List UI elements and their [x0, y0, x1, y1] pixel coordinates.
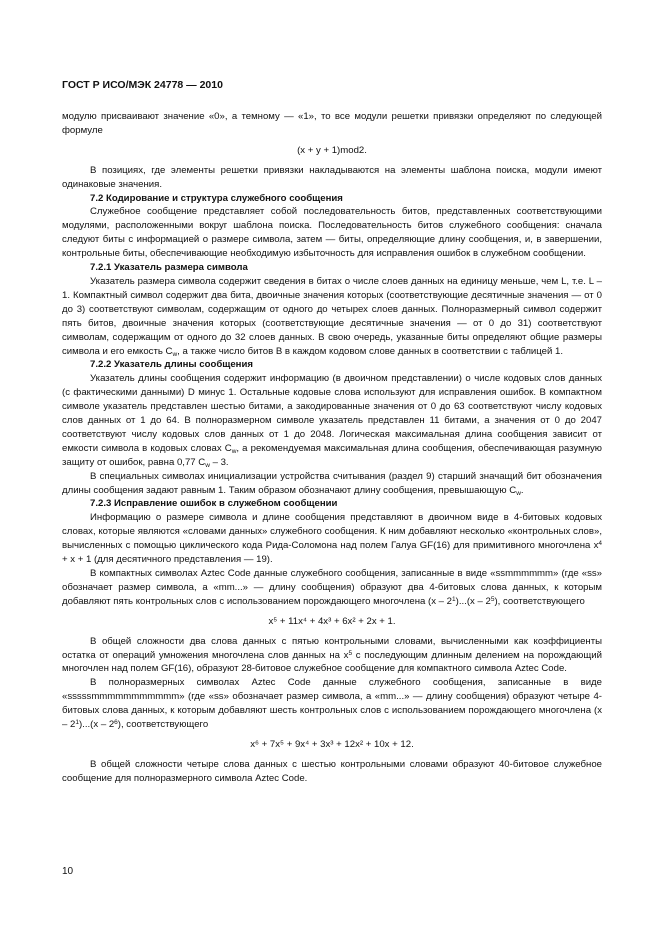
paragraph: В позициях, где элементы решетки привязки накладываются на элементы шаблона поиска, модули имеют одинаковые значения.	[62, 164, 602, 190]
text-run: , а рекомендуемая максимальная длина сообщения, обеспечивающая разумную защиту от ошибок, равна 0,77 C	[62, 442, 602, 468]
paragraph-compact	[62, 567, 602, 609]
text-run: В специальных символах инициализации устройства считывания (раздел 9) старший значащий бит обозначения длины сообщения задают равным 1. Таким образом обозначают длину сообщения, превышающую C	[62, 470, 602, 496]
subscript: w	[516, 489, 521, 497]
paragraph-message-length	[62, 372, 602, 469]
text-run: ), соответствующего	[494, 595, 585, 607]
text-run: ), соответствующего	[117, 719, 209, 731]
text-run: Информацию о размере символа и длине сообщения представляют в двоичном виде в 4-битовых кодовых словах, которые являются «словами данных» служебного сообщения. К ним добавляют несколько «контрольных слов», вычисленных с помощью циклического кода Рида-Соломона над полем Галуа GF(16) для примитивного многочлена x	[62, 512, 602, 552]
page-number: 10	[62, 866, 74, 877]
paragraph: Служебное сообщение представляет собой последовательность битов, представленных соответствующими модулями, расположенными вокруг шаблона поиска. Последовательность битов служебного сообщения: сначала следуют биты с информацией о размере символа, затем — биты, определяющие длину сообщения, и, в завершении, контрольные биты, обеспечивающие необходимую избыточность для исправления ошибок в служебном сообщении.	[62, 206, 602, 260]
document-body	[62, 110, 602, 786]
paragraph-full-range-total: В общей сложности четыре слова данных с шестью контрольными словами образуют 40-битовое служебное сообщение для полноразмерного символа Aztec Code.	[62, 758, 602, 784]
superscript: 5	[490, 595, 495, 603]
text-run: )...(x – 2	[455, 595, 491, 607]
text-run: + x + 1 (для десятичного представления — 19).	[62, 554, 273, 566]
subscript: w	[172, 350, 178, 358]
superscript: 5	[348, 649, 353, 657]
section-heading-7-2-2: 7.2.2 Указатель длины сообщения	[90, 359, 253, 371]
formula-mod2: (x + y + 1)mod2.	[297, 144, 367, 156]
section-heading-7-2-1: 7.2.1 Указатель размера символа	[90, 262, 248, 274]
formula-full-range-generator: x⁶ + 7x⁵ + 9x⁴ + 3x³ + 12x² + 10x + 12.	[250, 738, 414, 750]
paragraph-compact-total	[62, 635, 602, 677]
superscript: 4	[598, 540, 602, 548]
page-header-title: ГОСТ Р ИСО/МЭК 24778 — 2010	[62, 79, 223, 91]
text-run: Указатель размера символа содержит сведения в битах о числе слоев данных на единицу меньше, чем L, т.е. L – 1. Компактный символ содержит два бита, двоичные значения которых (соответствующие десятичные значения — от 0 до 3) соответствуют символам, содержащим от одного до четырех слоев данных. Полноразмерный символ содержит пять битов, двоичные значения которых (соответствующие десятичные значения — от 0 до 31) соответствуют символам, содержащим от одного до 32 слоев данных. В свою очередь, указанные биты определяют общие размеры символа и его емкость C	[62, 275, 602, 357]
text-run: В общей сложности два слова данных с пятью контрольными словами, вычисленными как коэффициенты остатка от операций умножения многочлена слов данных на x	[62, 635, 602, 661]
paragraph-reader-init	[62, 470, 602, 498]
text-run: с последующим длинным делением на порождающий многочлен над полем GF(16), образуют 28-битовое служебное сообщение для компактного символа Aztec Code.	[62, 649, 602, 675]
text-run: В компактных символах Aztec Code данные служебного сообщения, записанные в виде «ssmmmmmm» (где «ss» обозначает размер символа, а «mm...» — длину сообщения) образуют два 4-битовых слова данных, к которым добавляют пять контрольных слов с использованием порождающего многочлена (x – 2	[62, 568, 602, 607]
section-heading-7-2: 7.2 Кодирование и структура служебного сообщения	[90, 192, 343, 204]
paragraph-full-range	[62, 676, 602, 732]
text-run: , а также число битов B в каждом кодовом слове данных в соответствии с таблицей 1.	[177, 345, 564, 357]
superscript: 1	[75, 719, 79, 727]
text-run: В полноразмерных символах Aztec Code данные служебного сообщения, записанные в виде «sssssmmmmmmmmmmm» (где «ss» обозначает размер символа, а «mm...» — длину сообщения) образуют четыре 4-битовых слова данных, к которым добавляют шесть контрольных слов с использованием порождающего многочлена (x – 2	[62, 677, 602, 731]
text-run: – 3.	[209, 456, 229, 468]
paragraph-symbol-size	[62, 275, 602, 358]
subscript: w	[231, 447, 237, 455]
section-heading-7-2-3: 7.2.3 Исправление ошибок в служебном сообщении	[90, 498, 338, 510]
formula-compact-generator: x⁵ + 11x⁴ + 4x³ + 6x² + 2x + 1.	[268, 615, 396, 627]
superscript: 1	[452, 595, 456, 603]
text-run: Указатель длины сообщения содержит информацию (в двоичном представлении) о числе кодовых слов данных (с фактическими данными) D минус 1. Остальные кодовые слова используют для исправления ошибок. В компактном символе указатель представлен шестью битами, а закодированные значения от 0 до 63 соответствуют числу кодовых слов данных от 1 до 64. В полноразмерном символе указатель представлен 11 битами, а значения от 0 до 2047 соответствуют числу кодовых слов данных от 1 до 2048. Логическая максимальная длина сообщения зависит от емкости символа в кодовых словах C	[62, 373, 602, 454]
text-run: )...(x – 2	[78, 719, 115, 731]
subscript: w	[205, 461, 210, 469]
text-run: .	[520, 484, 524, 496]
paragraph-error-correction	[62, 511, 602, 567]
paragraph: модулю присваивают значение «0», а темному — «1», то все модули решетки привязки определяют по следующей формуле	[62, 111, 602, 136]
superscript: 6	[114, 719, 118, 727]
